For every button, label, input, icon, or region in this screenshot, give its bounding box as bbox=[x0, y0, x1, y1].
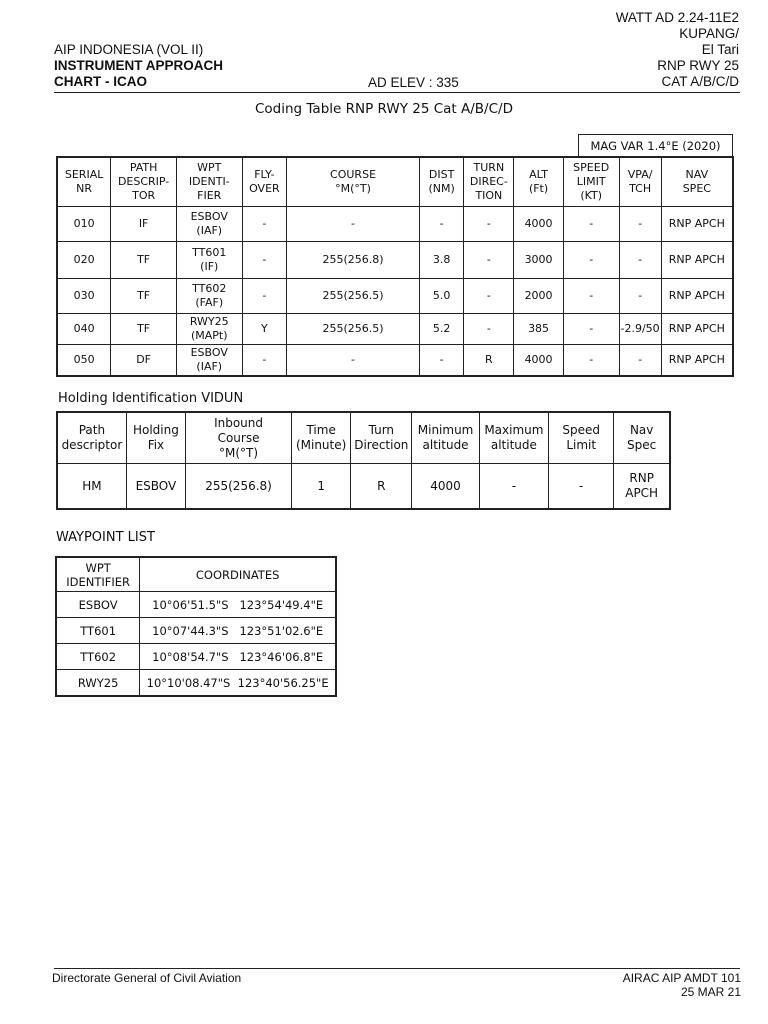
coding-cell-text: RNP APCH bbox=[668, 253, 725, 266]
holding-header-cell-line: Inbound bbox=[214, 415, 263, 430]
coding-cell-text: 255(256.5) bbox=[322, 322, 384, 335]
table-row bbox=[57, 464, 670, 510]
coding-cell bbox=[176, 242, 242, 279]
coding-header-cell-line: TOR bbox=[132, 189, 156, 202]
holding-cell bbox=[549, 464, 614, 510]
coding-cell-text: 010 bbox=[73, 217, 95, 230]
coding-header-cell-line: IDENTI- bbox=[188, 175, 230, 188]
holding-header-cell-line: Spec bbox=[627, 438, 657, 452]
table-row bbox=[56, 670, 336, 697]
holding-header-cell bbox=[351, 412, 412, 464]
holding-header-cell-line: Turn bbox=[368, 423, 395, 437]
coding-cell-text: - bbox=[262, 253, 267, 266]
holding-cell bbox=[292, 464, 351, 510]
coding-cell bbox=[287, 314, 420, 345]
coding-header-cell bbox=[563, 157, 619, 207]
header-divider bbox=[54, 92, 740, 93]
holding-cell-text: - bbox=[511, 478, 517, 493]
footer-authority: Directorate General of Civil Aviation bbox=[52, 971, 242, 985]
coding-header-cell-line: NR bbox=[76, 182, 93, 195]
coding-cell-text: - bbox=[589, 217, 594, 230]
coding-header-cell-line: COURSE bbox=[330, 168, 377, 181]
waypoint-cell-text: TT601 bbox=[80, 623, 117, 638]
holding-header-cell-line: Path bbox=[78, 423, 106, 437]
coding-cell-text: - bbox=[589, 289, 594, 302]
coding-cell bbox=[619, 279, 661, 314]
holding-cell-text: R bbox=[377, 478, 386, 493]
coding-header-cell-line: TURN bbox=[473, 161, 505, 174]
city-name: KUPANG/ bbox=[679, 26, 739, 41]
holding-header-cell bbox=[549, 412, 614, 464]
coding-cell-text: - bbox=[439, 217, 444, 230]
coding-cell bbox=[464, 279, 514, 314]
holding-cell bbox=[479, 464, 548, 510]
coding-cell bbox=[242, 207, 287, 242]
coding-cell-text: 030 bbox=[73, 289, 95, 302]
coding-cell bbox=[57, 207, 111, 242]
coding-cell-text: - bbox=[486, 322, 491, 335]
table-row bbox=[56, 592, 336, 618]
holding-cell bbox=[412, 464, 479, 510]
coding-cell bbox=[287, 207, 420, 242]
table-row bbox=[57, 207, 733, 242]
holding-cell bbox=[351, 464, 412, 510]
coding-cell bbox=[619, 207, 661, 242]
coding-cell-text: - bbox=[262, 289, 267, 302]
coding-cell-text: IF bbox=[138, 217, 149, 230]
coding-cell bbox=[419, 279, 464, 314]
coding-cell-text: - bbox=[486, 253, 491, 266]
waypoint-cell-text: TT602 bbox=[80, 649, 117, 664]
holding-header-row bbox=[57, 412, 670, 464]
coding-table bbox=[56, 156, 734, 377]
coding-cell-line: (FAF) bbox=[195, 296, 224, 309]
doc-reference: WATT AD 2.24-11E2 bbox=[615, 10, 739, 25]
coding-header-cell-line: ALT bbox=[529, 168, 548, 181]
holding-cell-text: 255(256.8) bbox=[205, 478, 272, 493]
coding-header-cell-line: NAV bbox=[685, 168, 709, 181]
coding-cell bbox=[111, 279, 177, 314]
coding-cell-text: - bbox=[589, 253, 594, 266]
airac-amendment: AIRAC AIP AMDT 101 bbox=[622, 971, 741, 985]
table-row bbox=[56, 618, 336, 644]
coding-cell bbox=[514, 279, 564, 314]
table-row bbox=[57, 314, 733, 345]
coding-header-cell-line: DIST bbox=[428, 168, 455, 181]
coding-cell bbox=[661, 207, 733, 242]
waypoint-cell bbox=[56, 670, 140, 697]
waypoint-header-cell bbox=[56, 557, 140, 592]
coding-cell-text: 2000 bbox=[524, 289, 553, 302]
coding-cell-text: - bbox=[351, 353, 356, 366]
table-row bbox=[57, 242, 733, 279]
coding-cell-text: Y bbox=[261, 322, 268, 335]
coding-cell-text: 5.0 bbox=[432, 289, 451, 302]
holding-cell-text: ESBOV bbox=[135, 478, 177, 493]
coding-header-cell-line: OVER bbox=[249, 182, 280, 195]
amendment-date: 25 MAR 21 bbox=[680, 985, 741, 999]
coding-header-cell-line: °M(°T) bbox=[335, 182, 371, 195]
coding-cell bbox=[661, 345, 733, 377]
holding-header-cell-line: Maximum bbox=[484, 423, 544, 437]
coding-cell-text: RNP APCH bbox=[668, 289, 725, 302]
coding-cell-text: DF bbox=[136, 353, 152, 366]
coding-cell-line: TT601 bbox=[192, 246, 227, 259]
coding-cell-text: TF bbox=[137, 253, 151, 266]
coding-cell bbox=[242, 242, 287, 279]
coding-cell-text: 020 bbox=[73, 253, 95, 266]
coding-cell-line: ESBOV bbox=[190, 210, 228, 223]
waypoint-header-cell-line: IDENTIFIER bbox=[66, 574, 131, 589]
waypoint-header-cell-line: COORDINATES bbox=[195, 567, 280, 582]
coding-cell bbox=[57, 242, 111, 279]
coding-header-cell-line: SPEC bbox=[682, 182, 711, 195]
coding-cell-text: 4000 bbox=[524, 217, 553, 230]
aip-volume: AIP INDONESIA (VOL II) bbox=[54, 42, 204, 57]
waypoint-cell bbox=[56, 644, 140, 670]
coding-cell-text: 385 bbox=[528, 322, 550, 335]
coding-cell-text: - bbox=[486, 217, 491, 230]
coding-header-cell bbox=[464, 157, 514, 207]
coding-cell-text: R bbox=[485, 353, 493, 366]
holding-cell-text: 1 bbox=[317, 478, 325, 493]
waypoint-cell bbox=[140, 592, 336, 618]
coding-cell bbox=[563, 279, 619, 314]
coding-cell bbox=[287, 279, 420, 314]
coding-header-cell-line: TCH bbox=[629, 182, 652, 195]
coding-header-cell-line: TION bbox=[475, 189, 503, 202]
coding-cell-line: TT602 bbox=[192, 282, 227, 295]
coding-cell bbox=[514, 207, 564, 242]
holding-cell-text: HM bbox=[82, 478, 102, 493]
holding-header-cell-line: Course bbox=[217, 430, 260, 445]
coding-cell-text: TF bbox=[137, 322, 151, 335]
table-row bbox=[56, 644, 336, 670]
coding-header-cell-line: SERIAL bbox=[64, 168, 104, 181]
table-row bbox=[57, 279, 733, 314]
coding-header-cell-line: PATH bbox=[129, 161, 158, 174]
coding-cell bbox=[111, 314, 177, 345]
waypoint-cell bbox=[56, 618, 140, 644]
footer-amendment bbox=[623, 971, 741, 999]
holding-cell bbox=[126, 464, 185, 510]
coding-cell bbox=[464, 242, 514, 279]
coding-header-cell bbox=[176, 157, 242, 207]
holding-cell-text: - bbox=[579, 478, 584, 493]
coding-cell bbox=[419, 345, 464, 377]
holding-table bbox=[56, 411, 671, 510]
waypoint-list-title: WAYPOINT LIST bbox=[56, 530, 155, 545]
holding-header-cell-line: Speed bbox=[562, 423, 600, 437]
coding-header-cell bbox=[287, 157, 420, 207]
waypoint-cell-text: 10°08'54.7"S 123°46'06.8"E bbox=[152, 649, 324, 664]
holding-cell bbox=[614, 464, 670, 510]
coding-cell bbox=[419, 207, 464, 242]
waypoint-header-cell-line: WPT bbox=[85, 560, 111, 575]
coding-header-cell-line: WPT bbox=[197, 161, 222, 174]
holding-header-cell-line: Minimum bbox=[417, 423, 474, 437]
holding-header-cell-line: altitude bbox=[422, 438, 469, 452]
waypoint-table bbox=[55, 556, 337, 697]
coding-cell-line: RWY25 bbox=[189, 315, 229, 328]
coding-cell-text: 3.8 bbox=[432, 253, 451, 266]
holding-header-cell-line: descriptor bbox=[61, 438, 123, 452]
coding-cell bbox=[242, 279, 287, 314]
coding-cell bbox=[111, 242, 177, 279]
waypoint-cell bbox=[140, 670, 336, 697]
coding-cell-text: RNP APCH bbox=[668, 322, 725, 335]
holding-header-cell-line: Holding bbox=[132, 423, 179, 437]
coding-cell-text: - bbox=[589, 322, 594, 335]
coding-cell bbox=[176, 207, 242, 242]
coding-cell bbox=[661, 279, 733, 314]
coding-cell-text: - bbox=[486, 289, 491, 302]
waypoint-cell-text: 10°06'51.5"S 123°54'49.4"E bbox=[152, 597, 324, 612]
coding-cell-text: - bbox=[638, 289, 643, 302]
holding-header-cell-line: altitude bbox=[490, 438, 537, 452]
waypoint-cell-text: 10°10'08.47"S 123°40'56.25"E bbox=[146, 675, 329, 690]
procedure-name: RNP RWY 25 bbox=[657, 58, 739, 73]
waypoint-header-row bbox=[56, 557, 336, 592]
coding-cell bbox=[287, 345, 420, 377]
holding-header-cell-line: °M(°T) bbox=[219, 445, 259, 460]
coding-cell bbox=[57, 279, 111, 314]
table-row bbox=[57, 345, 733, 377]
coding-cell-text: -2.9/50 bbox=[620, 322, 660, 335]
coding-cell-text: - bbox=[351, 217, 356, 230]
holding-header-cell bbox=[57, 412, 126, 464]
coding-cell-line: (IF) bbox=[200, 260, 219, 273]
mag-var-box: MAG VAR 1.4°E (2020) bbox=[578, 134, 733, 157]
coding-cell bbox=[563, 207, 619, 242]
coding-cell-text: RNP APCH bbox=[668, 217, 725, 230]
holding-header-cell-line: Fix bbox=[147, 438, 165, 452]
waypoint-header-cell bbox=[140, 557, 336, 592]
holding-cell bbox=[186, 464, 292, 510]
coding-cell bbox=[111, 207, 177, 242]
holding-title: Holding Identification VIDUN bbox=[58, 391, 244, 406]
coding-cell bbox=[176, 345, 242, 377]
coding-cell bbox=[287, 242, 420, 279]
coding-cell bbox=[419, 242, 464, 279]
coding-header-cell-line: SPEED bbox=[573, 161, 610, 174]
holding-cell-line: RNP bbox=[629, 471, 654, 485]
airport-name: El Tari bbox=[701, 42, 739, 57]
coding-cell bbox=[661, 242, 733, 279]
coding-header-cell bbox=[619, 157, 661, 207]
coding-header-cell-line: LIMIT bbox=[576, 175, 606, 188]
coding-header-cell bbox=[661, 157, 733, 207]
coding-header-cell bbox=[111, 157, 177, 207]
coding-cell-text: TF bbox=[137, 289, 151, 302]
coding-cell-text: - bbox=[262, 353, 267, 366]
coding-cell-text: RNP APCH bbox=[668, 353, 725, 366]
holding-header-cell-line: Nav bbox=[629, 423, 654, 437]
holding-header-cell-line: (Minute) bbox=[295, 438, 347, 452]
coding-header-cell-line: (Ft) bbox=[528, 182, 549, 195]
coding-cell bbox=[619, 345, 661, 377]
waypoint-cell bbox=[56, 592, 140, 618]
holding-header-cell-line: Limit bbox=[566, 438, 597, 452]
coding-cell bbox=[619, 242, 661, 279]
coding-cell bbox=[619, 314, 661, 345]
waypoint-cell-text: 10°07'44.3"S 123°51'02.6"E bbox=[152, 623, 324, 638]
holding-cell-text: 4000 bbox=[430, 478, 461, 493]
coding-cell-line: (IAF) bbox=[196, 224, 223, 237]
holding-header-cell bbox=[479, 412, 548, 464]
coding-cell bbox=[57, 345, 111, 377]
holding-header-cell-line: Time bbox=[306, 423, 336, 437]
holding-header-cell bbox=[186, 412, 292, 464]
holding-cell-line: APCH bbox=[625, 486, 659, 500]
coding-cell-line: ESBOV bbox=[190, 346, 228, 359]
header-right bbox=[616, 10, 739, 90]
coding-cell bbox=[419, 314, 464, 345]
holding-header-cell bbox=[126, 412, 185, 464]
ad-elevation: AD ELEV : 335 bbox=[368, 75, 459, 90]
coding-header-cell-line: FIER bbox=[197, 189, 222, 202]
waypoint-cell-text: RWY25 bbox=[77, 675, 119, 690]
holding-header-cell-line: Direction bbox=[354, 438, 409, 452]
coding-header-cell bbox=[419, 157, 464, 207]
coding-cell bbox=[242, 345, 287, 377]
holding-cell bbox=[57, 464, 126, 510]
coding-cell bbox=[464, 207, 514, 242]
waypoint-cell bbox=[140, 618, 336, 644]
procedure-category: CAT A/B/C/D bbox=[661, 74, 739, 89]
coding-cell-line: (MAPt) bbox=[190, 329, 228, 342]
coding-header-cell bbox=[57, 157, 111, 207]
coding-cell-text: 255(256.8) bbox=[322, 253, 384, 266]
coding-cell bbox=[464, 314, 514, 345]
coding-cell bbox=[514, 314, 564, 345]
coding-cell-text: 040 bbox=[73, 322, 95, 335]
coding-header-cell-line: FLY- bbox=[254, 168, 275, 181]
coding-cell bbox=[111, 345, 177, 377]
coding-cell bbox=[176, 279, 242, 314]
coding-cell bbox=[563, 314, 619, 345]
coding-header-cell-line: (NM) bbox=[428, 182, 455, 195]
chart-type-line1: INSTRUMENT APPROACH bbox=[54, 58, 224, 73]
holding-header-cell bbox=[614, 412, 670, 464]
coding-cell-line: (IAF) bbox=[196, 360, 223, 373]
coding-cell-text: 255(256.5) bbox=[322, 289, 384, 302]
coding-cell bbox=[563, 242, 619, 279]
coding-cell-text: - bbox=[439, 353, 444, 366]
coding-cell bbox=[176, 314, 242, 345]
coding-cell bbox=[514, 345, 564, 377]
coding-table-title: Coding Table RNP RWY 25 Cat A/B/C/D bbox=[255, 101, 513, 117]
holding-header-cell bbox=[412, 412, 479, 464]
coding-cell bbox=[563, 345, 619, 377]
coding-cell bbox=[514, 242, 564, 279]
coding-cell bbox=[661, 314, 733, 345]
waypoint-cell-text: ESBOV bbox=[78, 597, 118, 612]
waypoint-cell bbox=[140, 644, 336, 670]
coding-cell-text: 050 bbox=[73, 353, 95, 366]
coding-cell bbox=[242, 314, 287, 345]
coding-cell-text: - bbox=[262, 217, 267, 230]
coding-header-cell bbox=[242, 157, 287, 207]
coding-cell-text: - bbox=[638, 353, 643, 366]
coding-header-cell bbox=[514, 157, 564, 207]
coding-cell-text: 3000 bbox=[524, 253, 553, 266]
coding-cell-text: - bbox=[638, 253, 643, 266]
coding-header-cell-line: (KT) bbox=[580, 189, 603, 202]
footer-divider bbox=[54, 968, 740, 969]
header-left bbox=[54, 42, 223, 90]
coding-header-cell-line: DIREC- bbox=[469, 175, 508, 188]
coding-header-cell-line: DESCRIP- bbox=[117, 175, 170, 188]
coding-cell bbox=[464, 345, 514, 377]
coding-cell-text: - bbox=[589, 353, 594, 366]
coding-header-cell-line: VPA/ bbox=[627, 168, 653, 181]
holding-header-cell bbox=[292, 412, 351, 464]
chart-type-line2: CHART - ICAO bbox=[54, 74, 147, 89]
coding-cell-text: 4000 bbox=[524, 353, 553, 366]
coding-header-row bbox=[57, 157, 733, 207]
coding-cell bbox=[57, 314, 111, 345]
coding-cell-text: 5.2 bbox=[432, 322, 451, 335]
coding-cell-text: - bbox=[638, 217, 643, 230]
